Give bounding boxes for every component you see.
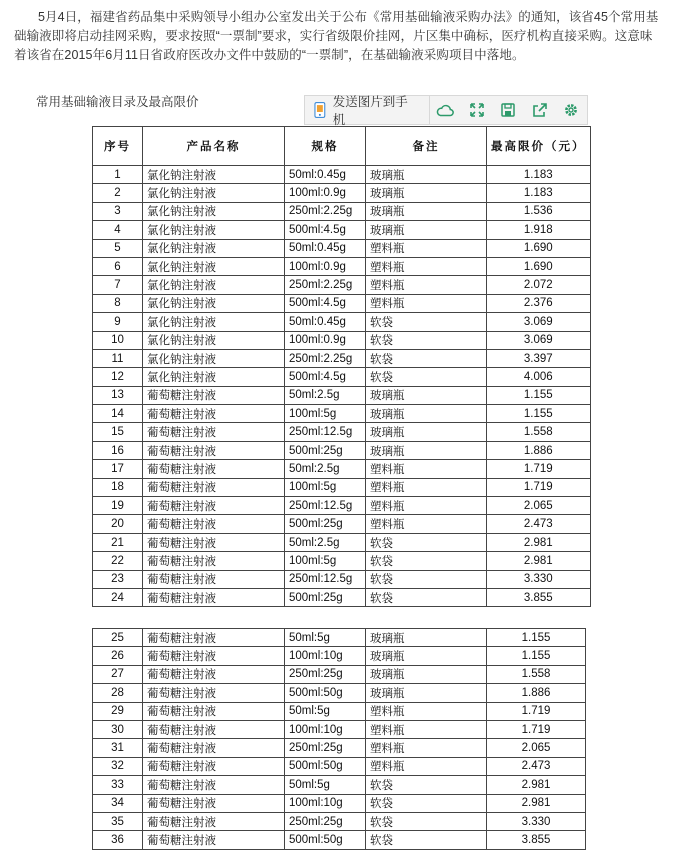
cell-no: 7: [93, 276, 143, 294]
cell-product-name: 葡萄糖注射液: [143, 720, 285, 738]
cell-note: 软袋: [366, 349, 487, 367]
cell-no: 35: [93, 812, 143, 830]
table-row: [93, 757, 586, 775]
cell-max-price: 3.330: [487, 570, 591, 588]
cell-spec: 50ml:2.5g: [285, 386, 366, 404]
cell-max-price: 2.981: [487, 794, 586, 812]
table-caption: 常用基础输液目录及最高限价: [36, 95, 199, 109]
table-row: [93, 776, 586, 794]
send-to-phone-label: 发送图片到手机: [332, 95, 408, 127]
fullscreen-icon: [469, 102, 485, 118]
table-row: [93, 276, 591, 294]
cell-product-name: 葡萄糖注射液: [143, 757, 285, 775]
cell-no: 24: [93, 588, 143, 606]
table-row: [93, 647, 586, 665]
share-button[interactable]: [524, 96, 555, 124]
image-toolbar: [304, 95, 588, 125]
cell-no: 25: [93, 629, 143, 647]
table-row: [93, 588, 591, 606]
cell-spec: 500ml:4.5g: [285, 294, 366, 312]
cell-no: 18: [93, 478, 143, 496]
cell-product-name: 葡萄糖注射液: [143, 739, 285, 757]
cell-product-name: 葡萄糖注射液: [143, 405, 285, 423]
table-row: [93, 702, 586, 720]
table-row: [93, 794, 586, 812]
cell-product-name: 葡萄糖注射液: [143, 684, 285, 702]
cell-no: 14: [93, 405, 143, 423]
table-row: [93, 831, 586, 849]
cell-max-price: 2.065: [487, 739, 586, 757]
cell-note: 塑料瓶: [366, 294, 487, 312]
cell-max-price: 1.155: [487, 405, 591, 423]
cell-spec: 500ml:50g: [285, 684, 366, 702]
table-row: [93, 441, 591, 459]
table-row: [93, 239, 591, 257]
cell-max-price: 1.918: [487, 221, 591, 239]
table-row: [93, 515, 591, 533]
cell-spec: 50ml:0.45g: [285, 239, 366, 257]
cell-note: 塑料瓶: [366, 497, 487, 515]
cell-max-price: 1.886: [487, 441, 591, 459]
cell-no: 16: [93, 441, 143, 459]
cell-max-price: 2.473: [487, 757, 586, 775]
cell-note: 软袋: [366, 776, 487, 794]
cell-no: 22: [93, 552, 143, 570]
cell-note: 塑料瓶: [366, 515, 487, 533]
cell-product-name: 氯化钠注射液: [143, 276, 285, 294]
header-note: 备注: [366, 127, 487, 166]
cell-product-name: 葡萄糖注射液: [143, 647, 285, 665]
cell-max-price: 1.183: [487, 166, 591, 184]
cell-note: 玻璃瓶: [366, 441, 487, 459]
cell-no: 9: [93, 313, 143, 331]
cell-note: 玻璃瓶: [366, 166, 487, 184]
cell-note: 玻璃瓶: [366, 647, 487, 665]
cell-no: 28: [93, 684, 143, 702]
cell-note: 玻璃瓶: [366, 684, 487, 702]
cell-no: 1: [93, 166, 143, 184]
settings-button[interactable]: [556, 96, 587, 124]
table-row: [93, 331, 591, 349]
cell-max-price: 1.719: [487, 720, 586, 738]
cell-no: 31: [93, 739, 143, 757]
cell-note: 塑料瓶: [366, 702, 487, 720]
gear-icon: [563, 102, 579, 118]
cell-spec: 100ml:5g: [285, 552, 366, 570]
cell-note: 塑料瓶: [366, 276, 487, 294]
cell-max-price: 1.719: [487, 478, 591, 496]
table-row: [93, 478, 591, 496]
cell-spec: 500ml:50g: [285, 757, 366, 775]
cell-product-name: 葡萄糖注射液: [143, 533, 285, 551]
cell-no: 21: [93, 533, 143, 551]
cell-spec: 250ml:12.5g: [285, 423, 366, 441]
cell-note: 软袋: [366, 570, 487, 588]
cell-product-name: 葡萄糖注射液: [143, 441, 285, 459]
cell-spec: 50ml:2.5g: [285, 533, 366, 551]
cell-note: 玻璃瓶: [366, 423, 487, 441]
cell-max-price: 2.981: [487, 533, 591, 551]
cell-no: 34: [93, 794, 143, 812]
share-icon: [532, 102, 548, 118]
cell-note: 玻璃瓶: [366, 221, 487, 239]
cell-max-price: 1.155: [487, 629, 586, 647]
cell-note: 软袋: [366, 552, 487, 570]
cell-spec: 500ml:4.5g: [285, 368, 366, 386]
cell-no: 4: [93, 221, 143, 239]
cell-no: 6: [93, 257, 143, 275]
cell-spec: 50ml:2.5g: [285, 460, 366, 478]
cell-product-name: 葡萄糖注射液: [143, 794, 285, 812]
cell-max-price: 3.397: [487, 349, 591, 367]
cell-spec: 100ml:0.9g: [285, 257, 366, 275]
cell-spec: 250ml:25g: [285, 812, 366, 830]
price-table-part-2: [92, 628, 586, 850]
cell-spec: 50ml:0.45g: [285, 313, 366, 331]
save-button[interactable]: [493, 96, 524, 124]
table-row: [93, 684, 586, 702]
cell-spec: 50ml:5g: [285, 776, 366, 794]
cell-note: 玻璃瓶: [366, 665, 487, 683]
cell-note: 塑料瓶: [366, 460, 487, 478]
cell-no: 2: [93, 184, 143, 202]
cell-max-price: 3.855: [487, 831, 586, 849]
cell-no: 3: [93, 202, 143, 220]
cell-note: 塑料瓶: [366, 239, 487, 257]
cell-max-price: 1.155: [487, 647, 586, 665]
cell-no: 30: [93, 720, 143, 738]
cell-product-name: 葡萄糖注射液: [143, 831, 285, 849]
cloud-button[interactable]: [430, 96, 461, 124]
cell-note: 软袋: [366, 368, 487, 386]
cell-spec: 250ml:12.5g: [285, 570, 366, 588]
cell-max-price: 2.981: [487, 776, 586, 794]
cell-max-price: 1.558: [487, 423, 591, 441]
cell-max-price: 3.069: [487, 313, 591, 331]
table-header-row: [93, 127, 591, 166]
table-row: [93, 349, 591, 367]
table-row: [93, 812, 586, 830]
header-product-name: 产品名称: [143, 127, 285, 166]
cell-no: 36: [93, 831, 143, 849]
cell-note: 玻璃瓶: [366, 405, 487, 423]
article-intro: 5月4日，福建省药品集中采购领导小组办公室发出关于公布《常用基础输液采购办法》的通知，该省45个常用基础输液即将启动挂网采购，要求按照“一票制”要求，实行省级限价挂网，片区集中确标，医疗机构直接采购。这意味着该省在2015年6月11日省政府医改办文件中鼓励的“一票制”，在基础输液采购项目中落地。: [14, 10, 659, 62]
cell-product-name: 葡萄糖注射液: [143, 423, 285, 441]
cell-note: 软袋: [366, 588, 487, 606]
cell-no: 32: [93, 757, 143, 775]
cell-note: 软袋: [366, 812, 487, 830]
cell-no: 19: [93, 497, 143, 515]
cell-spec: 250ml:2.25g: [285, 349, 366, 367]
table-row: [93, 460, 591, 478]
cell-note: 软袋: [366, 794, 487, 812]
cell-max-price: 3.855: [487, 588, 591, 606]
cell-max-price: 2.981: [487, 552, 591, 570]
cell-max-price: 1.886: [487, 684, 586, 702]
cell-spec: 500ml:25g: [285, 515, 366, 533]
cell-product-name: 氯化钠注射液: [143, 349, 285, 367]
cell-spec: 50ml:0.45g: [285, 166, 366, 184]
cell-no: 5: [93, 239, 143, 257]
cell-note: 软袋: [366, 533, 487, 551]
cell-note: 塑料瓶: [366, 478, 487, 496]
cell-no: 12: [93, 368, 143, 386]
cell-product-name: 葡萄糖注射液: [143, 515, 285, 533]
cell-spec: 250ml:2.25g: [285, 276, 366, 294]
cell-max-price: 1.536: [487, 202, 591, 220]
table-row: [93, 552, 591, 570]
header-max-price: 最高限价（元）: [487, 127, 591, 166]
cell-max-price: 1.183: [487, 184, 591, 202]
phone-icon: [313, 102, 327, 118]
cell-no: 23: [93, 570, 143, 588]
cell-product-name: 葡萄糖注射液: [143, 552, 285, 570]
cell-max-price: 3.330: [487, 812, 586, 830]
cell-spec: 100ml:10g: [285, 647, 366, 665]
table-row: [93, 166, 591, 184]
cell-no: 15: [93, 423, 143, 441]
cell-spec: 100ml:0.9g: [285, 184, 366, 202]
table-row: [93, 739, 586, 757]
cell-max-price: 1.558: [487, 665, 586, 683]
cell-max-price: 2.376: [487, 294, 591, 312]
cell-note: 塑料瓶: [366, 739, 487, 757]
cell-note: 玻璃瓶: [366, 184, 487, 202]
cell-spec: 100ml:10g: [285, 720, 366, 738]
table-row: [93, 313, 591, 331]
cell-max-price: 1.155: [487, 386, 591, 404]
table-row: [93, 720, 586, 738]
cell-spec: 250ml:25g: [285, 739, 366, 757]
cell-note: 玻璃瓶: [366, 202, 487, 220]
cell-spec: 500ml:25g: [285, 588, 366, 606]
cell-product-name: 氯化钠注射液: [143, 257, 285, 275]
cell-product-name: 氯化钠注射液: [143, 202, 285, 220]
cell-product-name: 氯化钠注射液: [143, 221, 285, 239]
cell-product-name: 葡萄糖注射液: [143, 629, 285, 647]
cell-max-price: 1.690: [487, 257, 591, 275]
cell-spec: 100ml:5g: [285, 405, 366, 423]
cell-note: 玻璃瓶: [366, 386, 487, 404]
send-to-phone-button[interactable]: [305, 95, 430, 127]
cell-note: 玻璃瓶: [366, 629, 487, 647]
cell-product-name: 葡萄糖注射液: [143, 386, 285, 404]
cell-spec: 500ml:50g: [285, 831, 366, 849]
cell-product-name: 氯化钠注射液: [143, 239, 285, 257]
table-row: [93, 423, 591, 441]
cell-no: 17: [93, 460, 143, 478]
price-table-part-1: [92, 126, 591, 607]
table-row: [93, 629, 586, 647]
cell-max-price: 2.072: [487, 276, 591, 294]
cell-product-name: 葡萄糖注射液: [143, 665, 285, 683]
cell-product-name: 葡萄糖注射液: [143, 497, 285, 515]
cell-no: 8: [93, 294, 143, 312]
cell-spec: 50ml:5g: [285, 702, 366, 720]
cell-product-name: 葡萄糖注射液: [143, 478, 285, 496]
cell-spec: 250ml:25g: [285, 665, 366, 683]
save-icon: [500, 102, 516, 118]
cell-spec: 250ml:2.25g: [285, 202, 366, 220]
table-row: [93, 665, 586, 683]
cell-spec: 100ml:0.9g: [285, 331, 366, 349]
header-no: 序号: [93, 127, 143, 166]
cell-product-name: 葡萄糖注射液: [143, 588, 285, 606]
cell-max-price: 1.719: [487, 460, 591, 478]
table-row: [93, 294, 591, 312]
cell-no: 27: [93, 665, 143, 683]
table-row: [93, 386, 591, 404]
cell-spec: 500ml:25g: [285, 441, 366, 459]
table-row: [93, 497, 591, 515]
cell-no: 20: [93, 515, 143, 533]
table-row: [93, 257, 591, 275]
table-row: [93, 221, 591, 239]
table-row: [93, 533, 591, 551]
cell-max-price: 1.719: [487, 702, 586, 720]
cell-product-name: 氯化钠注射液: [143, 294, 285, 312]
cell-no: 29: [93, 702, 143, 720]
cell-product-name: 葡萄糖注射液: [143, 460, 285, 478]
cell-max-price: 1.690: [487, 239, 591, 257]
table-row: [93, 202, 591, 220]
cell-no: 26: [93, 647, 143, 665]
fullscreen-button[interactable]: [461, 96, 492, 124]
cell-product-name: 葡萄糖注射液: [143, 702, 285, 720]
cell-note: 软袋: [366, 313, 487, 331]
cell-max-price: 2.473: [487, 515, 591, 533]
cell-spec: 50ml:5g: [285, 629, 366, 647]
cell-product-name: 氯化钠注射液: [143, 313, 285, 331]
cell-max-price: 4.006: [487, 368, 591, 386]
cell-max-price: 2.065: [487, 497, 591, 515]
cell-note: 软袋: [366, 831, 487, 849]
cell-note: 塑料瓶: [366, 757, 487, 775]
cell-product-name: 氯化钠注射液: [143, 331, 285, 349]
cell-product-name: 氯化钠注射液: [143, 166, 285, 184]
cell-spec: 250ml:12.5g: [285, 497, 366, 515]
cloud-icon: [436, 103, 454, 117]
cell-product-name: 氯化钠注射液: [143, 368, 285, 386]
table-row: [93, 368, 591, 386]
cell-product-name: 葡萄糖注射液: [143, 812, 285, 830]
cell-note: 塑料瓶: [366, 720, 487, 738]
cell-spec: 100ml:5g: [285, 478, 366, 496]
cell-product-name: 葡萄糖注射液: [143, 776, 285, 794]
cell-no: 10: [93, 331, 143, 349]
header-spec: 规格: [285, 127, 366, 166]
cell-no: 11: [93, 349, 143, 367]
cell-product-name: 氯化钠注射液: [143, 184, 285, 202]
cell-spec: 100ml:10g: [285, 794, 366, 812]
table-row: [93, 184, 591, 202]
cell-note: 塑料瓶: [366, 257, 487, 275]
cell-no: 33: [93, 776, 143, 794]
table-row: [93, 570, 591, 588]
table-row: [93, 405, 591, 423]
cell-no: 13: [93, 386, 143, 404]
cell-product-name: 葡萄糖注射液: [143, 570, 285, 588]
cell-spec: 500ml:4.5g: [285, 221, 366, 239]
cell-max-price: 3.069: [487, 331, 591, 349]
cell-note: 软袋: [366, 331, 487, 349]
